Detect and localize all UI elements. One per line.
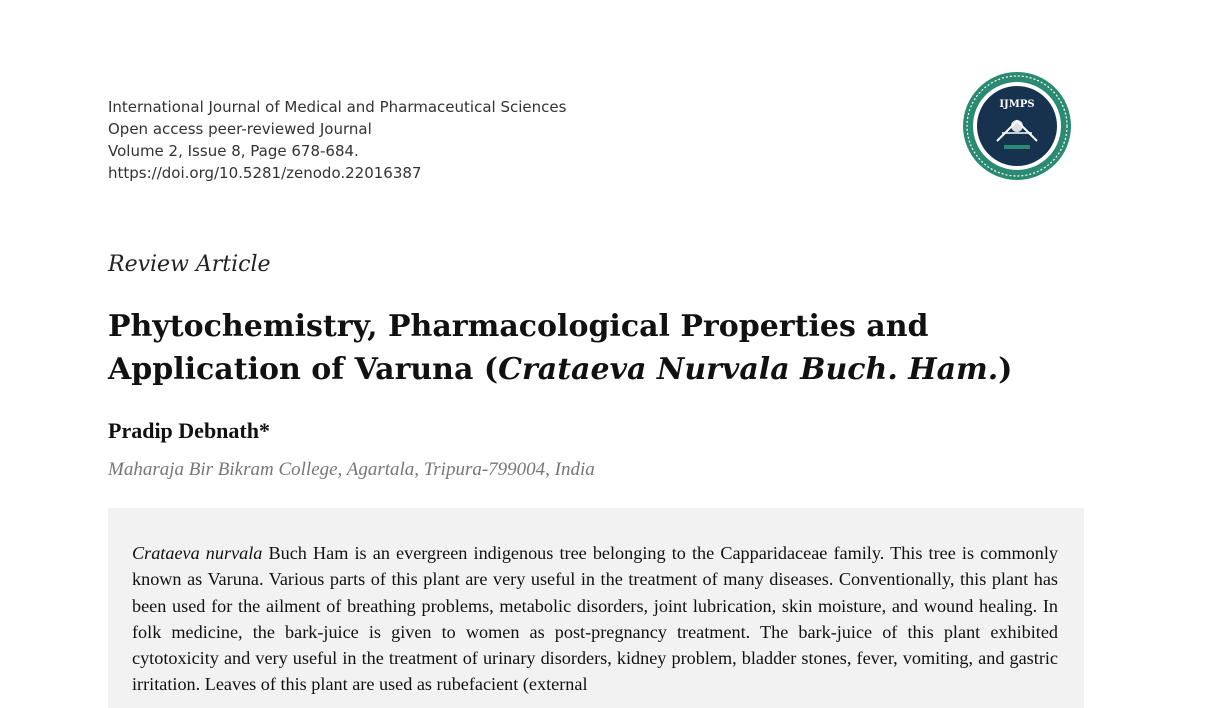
abstract-lead-italic: Crataeva nurvala <box>132 543 263 563</box>
author-affiliation: Maharaja Bir Bikram College, Agartala, Tripura-799004, India <box>108 459 595 480</box>
author-name: Pradip Debnath* <box>108 418 270 443</box>
article-title <box>108 305 1088 391</box>
abstract-body: Buch Ham is an evergreen indigenous tree belonging to the Capparidaceae family. This tree is commonly known as Varuna. Various parts of this plant are very useful in the treatment of many diseases. Conventionally, this plant has been used for the ailment of breathing problems, metabolic disorders, joint lubrication, skin moisture, and wound healing. In folk medicine, the bark-juice is given to women as post-pregnancy treatment. The bark-juice of this plant exhibited cytotoxicity and very useful in the treatment of urinary disorders, kidney problem, bladder stones, fever, vomiting, and gastric irritation. Leaves of this plant are used as rubefacient (external <box>132 543 1058 695</box>
abstract-box <box>108 508 1084 708</box>
journal-logo <box>962 71 1072 181</box>
title-text-italic: Crataeva Nurvala Buch. Ham. <box>498 352 999 387</box>
journal-name: International Journal of Medical and Pharmaceutical Sciences <box>108 98 567 116</box>
logo-seal-icon <box>963 72 1071 180</box>
journal-volume: Volume 2, Issue 8, Page 678-684. <box>108 142 359 160</box>
abstract-text <box>132 540 1058 698</box>
title-text-end: ) <box>998 352 1013 387</box>
journal-access: Open access peer-reviewed Journal <box>108 120 372 138</box>
title-text-main: Phytochemistry, Pharmacological Properties and Application of Varuna ( <box>108 309 929 387</box>
article-type: Review Article <box>108 252 271 277</box>
journal-doi[interactable]: https://doi.org/10.5281/zenodo.22016387 <box>108 164 422 182</box>
logo-text: IJMPS <box>999 99 1035 110</box>
journal-header <box>108 96 566 184</box>
